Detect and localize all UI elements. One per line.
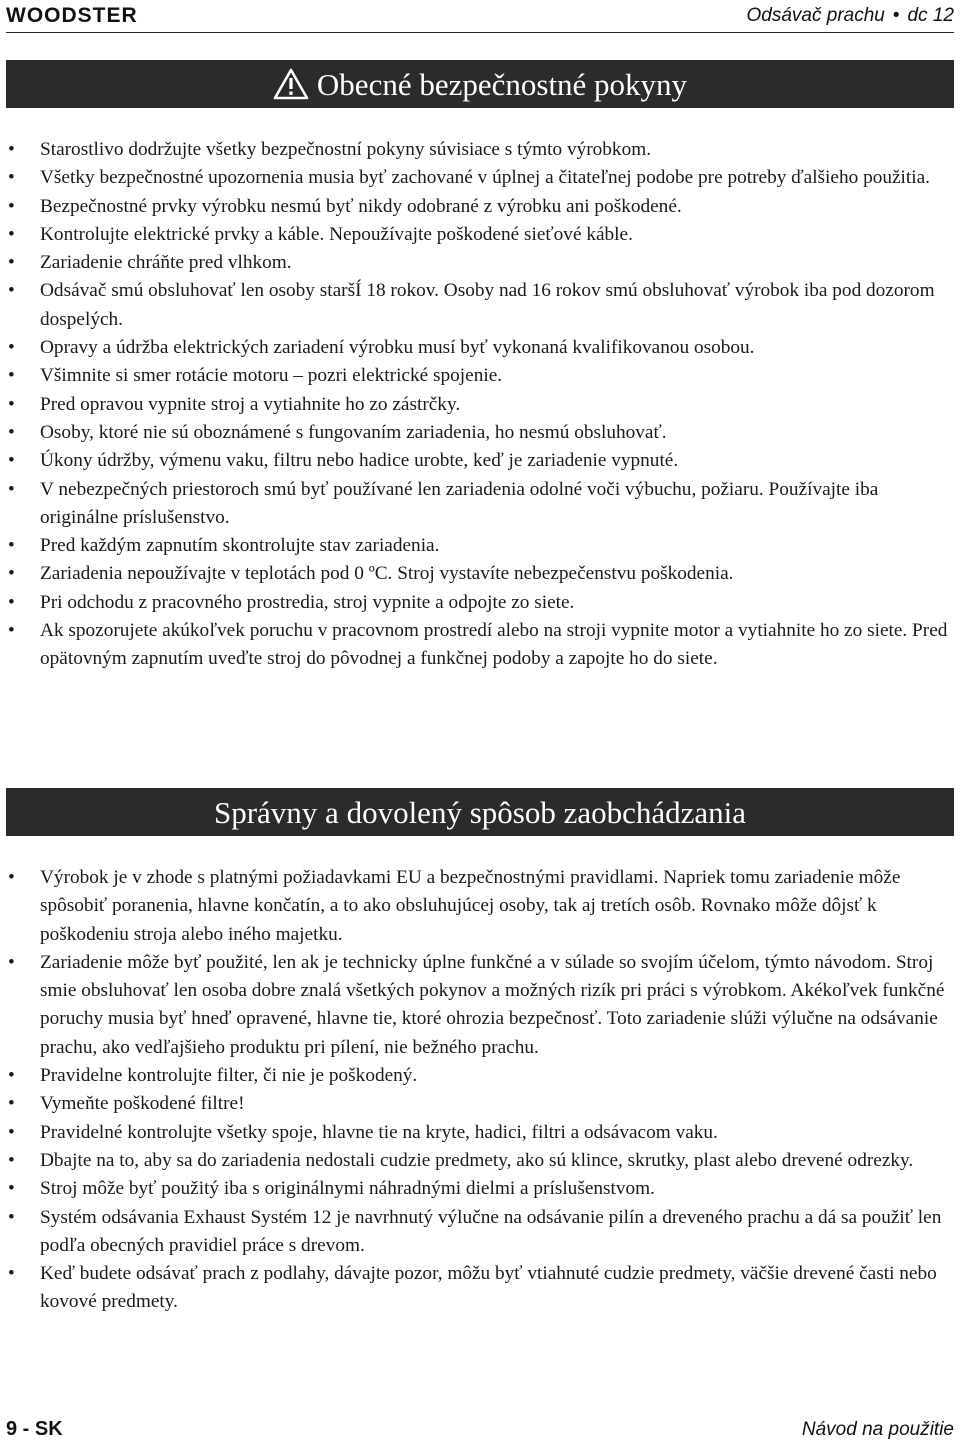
list-item: • Výrobok je v zhode s platnými požiadavkami EU a bezpečnostnými pravidlami. Napriek tomu zariadenie môže spôsobiť poranenia, hlavne končatín, a to ako obsluhujúcej osoby, tak aj tretích osôb. Rovnako môže dôjsť k poškodeniu stroja alebo iného majetku. (0, 864, 960, 949)
list-item: • Bezpečnostné prvky výrobku nesmú byť nikdy odobrané z výrobku ani poškodené. (0, 193, 960, 221)
list-item: • V nebezpečných priestoroch smú byť používané len zariadenia odolné voči výbuchu, požiaru. Používajte iba originálne príslušenstvo. (0, 476, 960, 533)
list-item: • Starostlivo dodržujte všetky bezpečnostní pokyny súvisiace s týmto výrobkom. (0, 136, 960, 164)
list-item: • Pri odchodu z pracovného prostredia, stroj vypnite a odpojte zo siete. (0, 589, 960, 617)
list-item: • Všetky bezpečnostné upozornenia musia byť zachované v úplnej a čitateľnej podobe pre potreby ďalšieho použitia. (0, 164, 960, 192)
list-item: • Ak spozorujete akúkoľvek poruchu v pracovnom prostredí alebo na stroji vypnite motor a vytiahnite ho zo siete. Pred opätovným zapnutím uveďte stroj do pôvodnej a funkčnej podoby a zapojte ho do siete. (0, 617, 960, 674)
list-item: • Pravidelne kontrolujte filter, či nie je poškodený. (0, 1062, 960, 1090)
page-number: 9 - SK (6, 1418, 63, 1440)
list-item: • Kontrolujte elektrické prvky a káble. Nepoužívajte poškodené sieťové káble. (0, 221, 960, 249)
section-banner-usage (6, 788, 954, 836)
section-title: Obecné bezpečnostné pokyny (316, 66, 688, 102)
list-item: • Zariadenie môže byť použité, len ak je technicky úplne funkčné a v súlade so svojím účelom, týmto návodom. Stroj smie obsluhovať len osoba dobre znalá všetkých pokynov a možných rizík pri práci s výrobkom. Akékoľvek funkčné poruchy musia byť hneď opravené, hlavne tie, ktoré ohrozia bezpečnosť. Toto zariadenie slúži výlučne na odsávanie prachu, ako vedľajšieho produktu pri pílení, nie bežného prachu. (0, 949, 960, 1062)
list-item: • Odsávač smú obsluhovať len osoby staršÍ 18 rokov. Osoby nad 16 rokov smú obsluhovať výrobok iba pod dozorom dospelých. (0, 277, 960, 334)
separator: • (892, 5, 900, 26)
safety-instructions-list (0, 136, 960, 674)
product-name: Odsávač prachu (746, 5, 885, 26)
warning-triangle-icon (273, 68, 309, 100)
list-item: • Stroj môže byť použitý iba s originálnymi náhradnými dielmi a príslušenstvom. (0, 1175, 960, 1203)
page-header (6, 2, 954, 33)
document-title (747, 5, 955, 27)
list-item: • Systém odsávania Exhaust Systém 12 je navrhnutý výlučne na odsávanie pilín a dreveného prachu a dá sa použiť len podľa obecných pravidiel práce s drevom. (0, 1204, 960, 1261)
section-title: Správny a dovolený spôsob zaobchádzania (213, 794, 746, 830)
list-item: • Zariadenia nepoužívajte v teplotách pod 0 ºC. Stroj vystavíte nebezpečenstvu poškodenia. (0, 560, 960, 588)
list-item: • Vymeňte poškodené filtre! (0, 1090, 960, 1118)
model-name: dc 12 (907, 5, 954, 26)
list-item: • Pravidelné kontrolujte všetky spoje, hlavne tie na kryte, hadici, filtri a odsávacom vaku. (0, 1119, 960, 1147)
list-item: • Osoby, ktoré nie sú oboznámené s fungovaním zariadenia, ho nesmú obsluhovať. (0, 419, 960, 447)
list-item: • Opravy a údržba elektrických zariadení výrobku musí byť vykonaná kvalifikovanou osobou. (0, 334, 960, 362)
list-item: • Keď budete odsávať prach z podlahy, dávajte pozor, môžu byť vtiahnuté cudzie predmety, väčšie drevené časti nebo kovové predmety. (0, 1260, 960, 1317)
list-item: • Zariadenie chráňte pred vlhkom. (0, 249, 960, 277)
list-item: • Pred každým zapnutím skontrolujte stav zariadenia. (0, 532, 960, 560)
list-item: • Všimnite si smer rotácie motoru – pozri elektrické spojenie. (0, 362, 960, 390)
list-item: • Úkony údržby, výmenu vaku, filtru nebo hadice urobte, keď je zariadenie vypnuté. (0, 447, 960, 475)
list-item: • Dbajte na to, aby sa do zariadenia nedostali cudzie predmety, ako sú klince, skrutky, plast alebo drevené odrezky. (0, 1147, 960, 1175)
brand-name: WOODSTER (6, 4, 138, 27)
usage-instructions-list (0, 864, 960, 1317)
list-item: • Pred opravou vypnite stroj a vytiahnite ho zo zástrčky. (0, 391, 960, 419)
manual-title: Návod na použitie (801, 1419, 954, 1440)
section-banner-safety (6, 60, 954, 108)
